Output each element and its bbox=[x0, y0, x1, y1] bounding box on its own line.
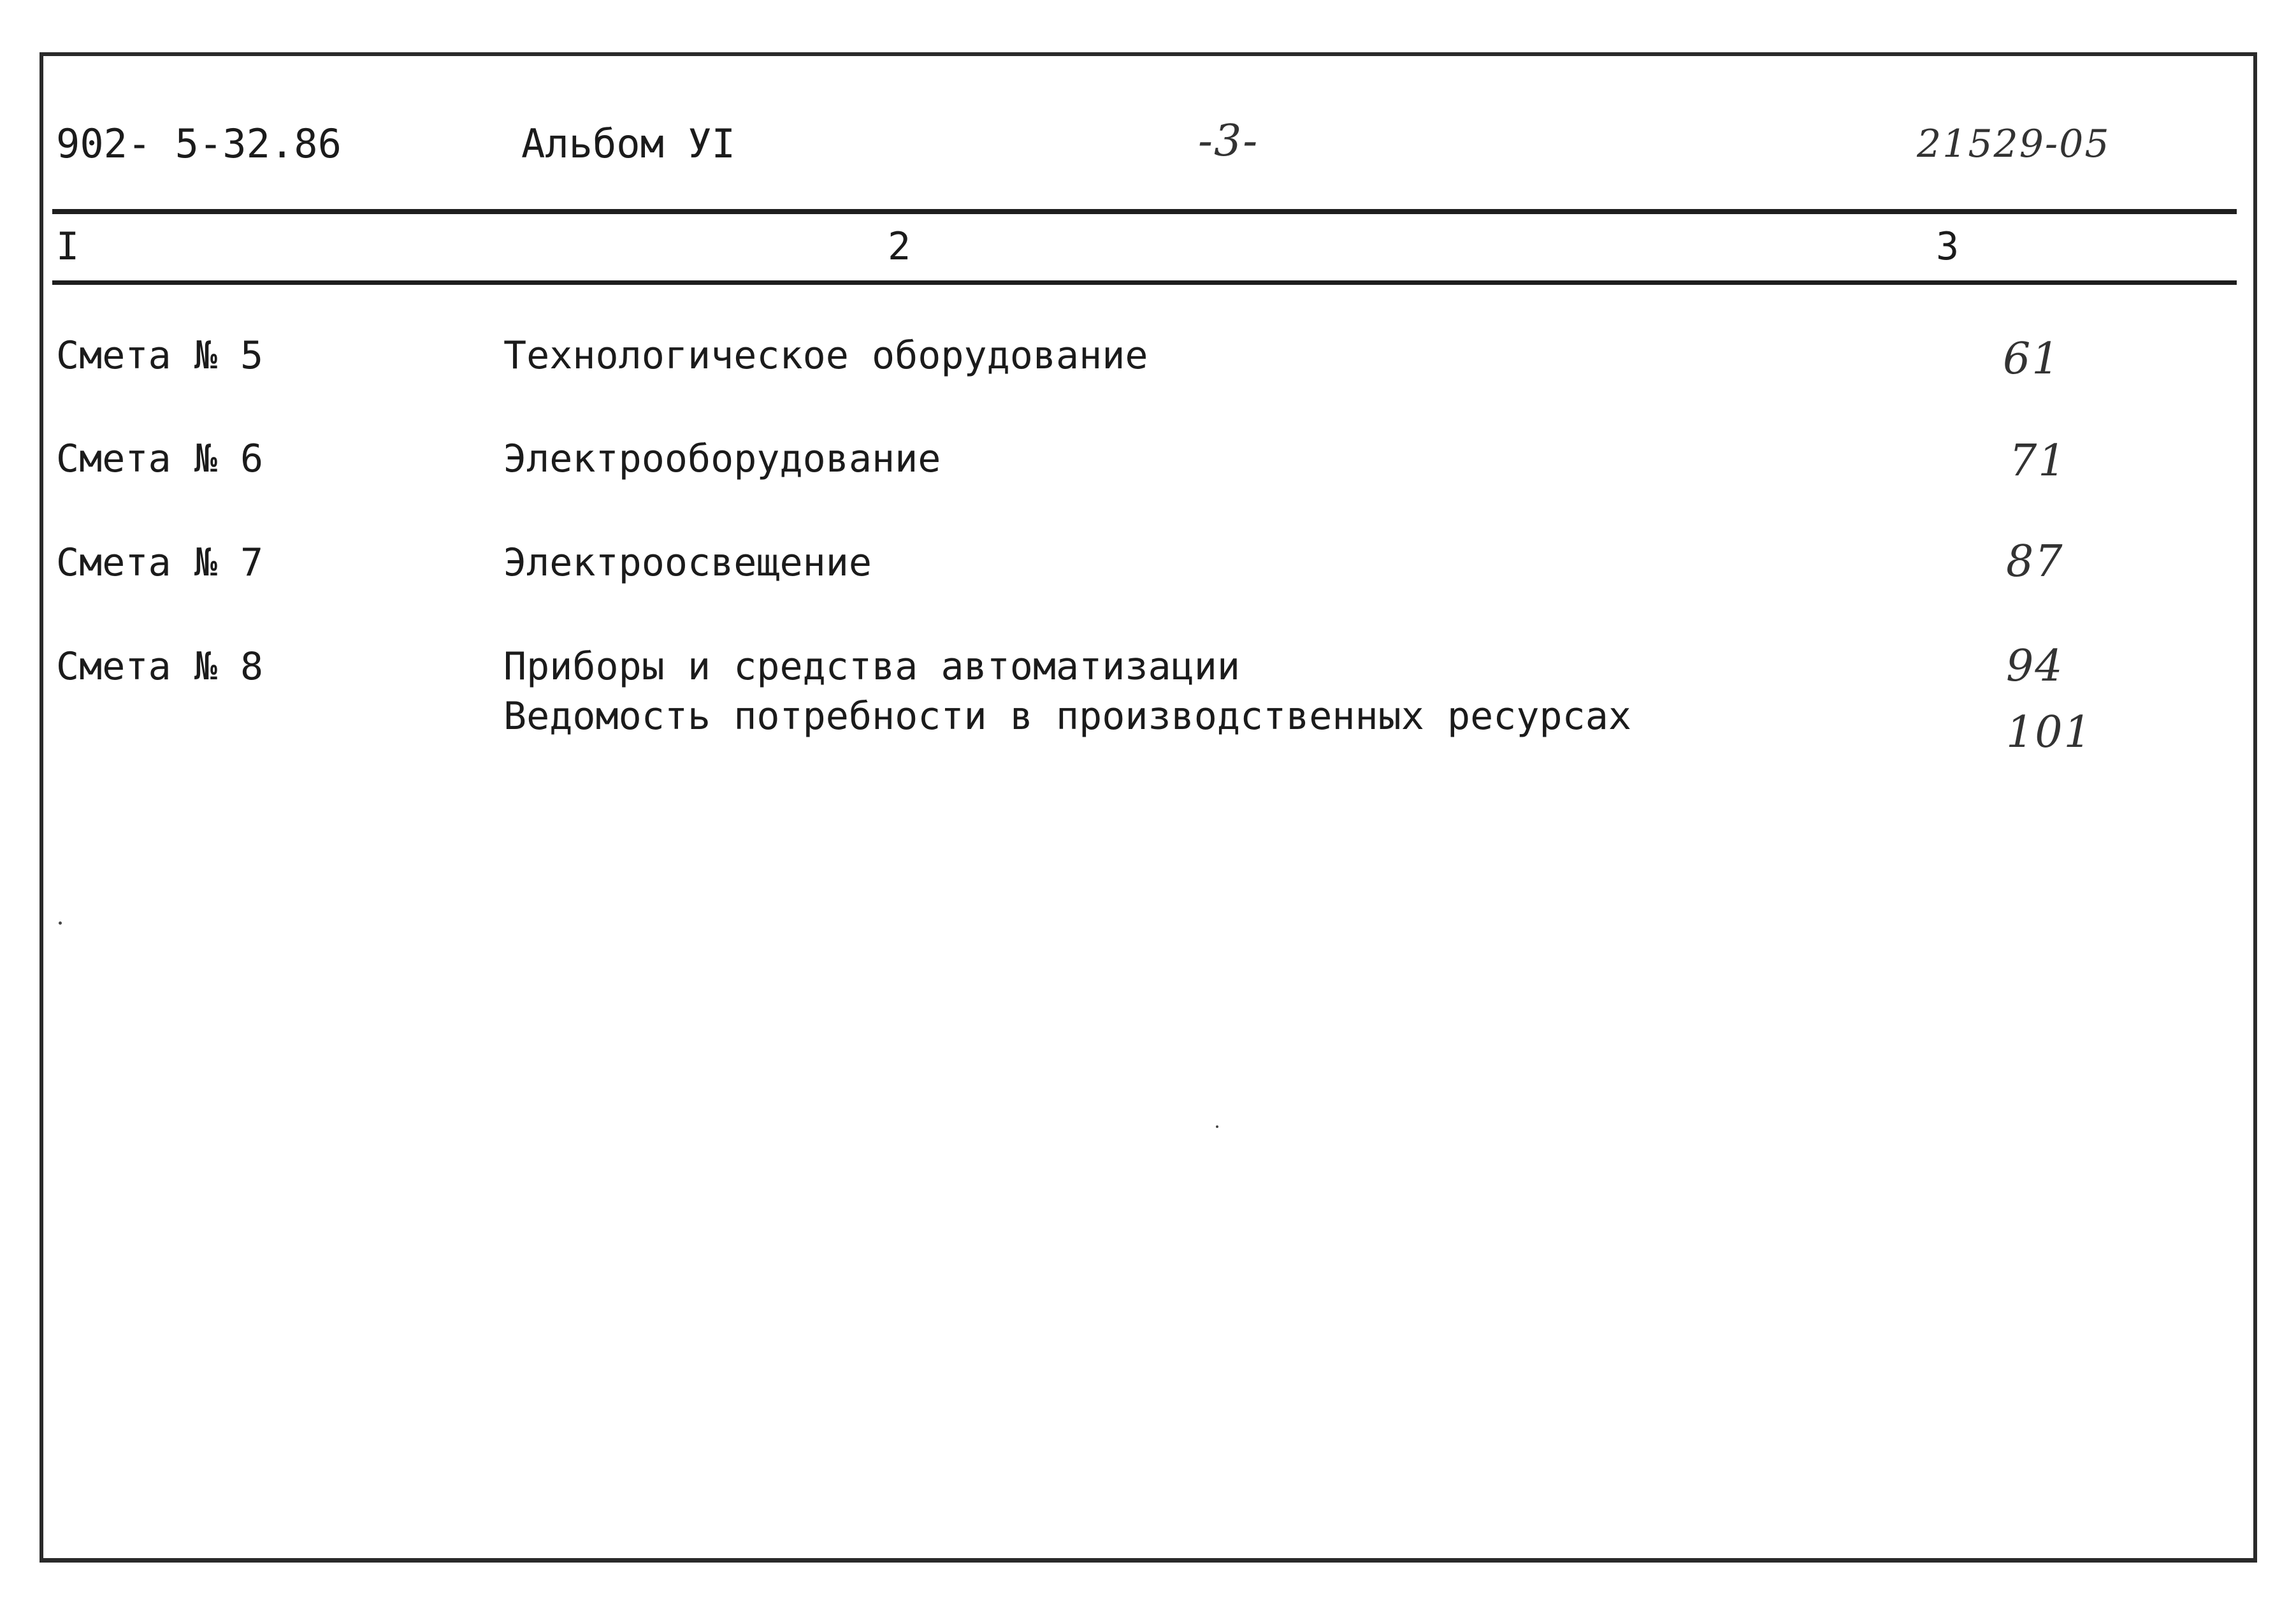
column-number-2: 2 bbox=[888, 224, 911, 269]
row-name: Технологическое оборудование bbox=[503, 333, 1148, 378]
row-page: 94 bbox=[2006, 641, 2064, 691]
column-header-rule bbox=[52, 280, 2237, 285]
document-code: 902- 5-32.86 bbox=[56, 120, 342, 167]
page-number: -3- bbox=[1198, 116, 1259, 166]
row-page: 101 bbox=[2006, 707, 2093, 758]
scan-speck bbox=[59, 921, 62, 925]
row-name: Ведомость потребности в производственных ресурсах bbox=[503, 694, 1632, 739]
column-number-3: 3 bbox=[1936, 224, 1960, 269]
row-code: Смета № 7 bbox=[56, 540, 264, 585]
row-name: Приборы и средства автоматизации bbox=[503, 644, 1240, 689]
page-border bbox=[40, 52, 2257, 1563]
row-name: Электрооборудование bbox=[503, 437, 941, 481]
scan-speck bbox=[1216, 1125, 1218, 1128]
header-rule bbox=[52, 209, 2237, 214]
row-code: Смета № 8 bbox=[56, 644, 264, 689]
inventory-number: 21529-05 bbox=[1917, 122, 2111, 166]
row-page: 61 bbox=[2003, 334, 2061, 384]
row-name: Электроосвещение bbox=[503, 540, 872, 585]
row-page: 87 bbox=[2006, 537, 2064, 587]
column-number-1: I bbox=[56, 224, 80, 269]
row-page: 71 bbox=[2009, 436, 2067, 486]
row-code: Смета № 5 bbox=[56, 333, 264, 378]
album-label: Альбом УI bbox=[521, 120, 735, 167]
row-code: Смета № 6 bbox=[56, 437, 264, 481]
